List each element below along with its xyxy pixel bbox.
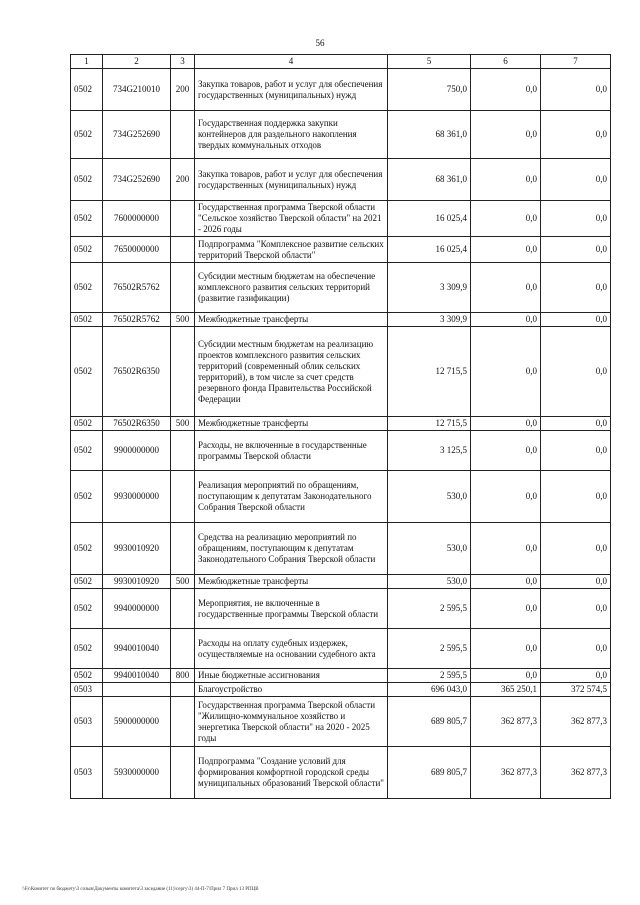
cell-target-code: 9930010920 (103, 575, 171, 589)
cell-amount-col5: 530,0 (388, 523, 471, 575)
cell-target-code: 734G210010 (103, 69, 171, 111)
cell-item-name: Закупка товаров, работ и услуг для обеспечения государственных (муниципальных) нужд (195, 159, 388, 201)
cell-amount-col7: 0,0 (541, 575, 611, 589)
cell-target-code: 9940010040 (103, 669, 171, 683)
cell-expense-type: 500 (171, 313, 195, 327)
cell-section: 0503 (71, 697, 103, 747)
cell-target-code: 9940000000 (103, 589, 171, 629)
cell-amount-col6: 362 877,3 (471, 747, 541, 799)
cell-amount-col7: 0,0 (541, 629, 611, 669)
header-col-1: 1 (71, 55, 103, 69)
cell-target-code: 734G252690 (103, 111, 171, 159)
cell-item-name: Реализация мероприятий по обращениям, поступающим к депутатам Законодательного Собрания Тверской области (195, 471, 388, 523)
cell-amount-col5: 689 805,7 (388, 747, 471, 799)
table-row (71, 669, 611, 683)
cell-item-name: Межбюджетные трансферты (195, 313, 388, 327)
cell-item-name: Государственная программа Тверской области "Жилищно-коммунальное хозяйство и энергетика Тверской области" на 2020 - 2025 годы (195, 697, 388, 747)
cell-section: 0502 (71, 201, 103, 237)
cell-section: 0502 (71, 471, 103, 523)
cell-amount-col5: 68 361,0 (388, 159, 471, 201)
cell-section: 0503 (71, 747, 103, 799)
cell-amount-col5: 16 025,4 (388, 201, 471, 237)
cell-expense-type: 500 (171, 417, 195, 431)
cell-item-name: Государственная программа Тверской области "Сельское хозяйство Тверской области" на 2021 - 2026 годы (195, 201, 388, 237)
cell-section: 0502 (71, 629, 103, 669)
table-row (71, 471, 611, 523)
cell-expense-type (171, 747, 195, 799)
cell-amount-col5: 2 595,5 (388, 589, 471, 629)
cell-section: 0502 (71, 263, 103, 313)
table-row (71, 575, 611, 589)
cell-item-name: Расходы, не включенные в государственные программы Тверской области (195, 431, 388, 471)
cell-target-code: 9930010920 (103, 523, 171, 575)
cell-expense-type (171, 201, 195, 237)
cell-amount-col6: 0,0 (471, 313, 541, 327)
table-row (71, 263, 611, 313)
cell-amount-col5: 68 361,0 (388, 111, 471, 159)
table-row (71, 313, 611, 327)
cell-amount-col6: 0,0 (471, 575, 541, 589)
cell-amount-col6: 0,0 (471, 669, 541, 683)
table-row (71, 523, 611, 575)
cell-amount-col6: 0,0 (471, 237, 541, 263)
table-row (71, 237, 611, 263)
cell-amount-col5: 2 595,5 (388, 669, 471, 683)
cell-expense-type: 500 (171, 575, 195, 589)
cell-item-name: Иные бюджетные ассигнования (195, 669, 388, 683)
cell-target-code: 5900000000 (103, 697, 171, 747)
table-row (71, 431, 611, 471)
page-number: 56 (315, 38, 325, 48)
cell-item-name: Субсидии местным бюджетам на реализацию проектов комплексного развития сельских территорий (современный облик сельских территорий), в том числе за счет средств резервного фонда Правительства Российской Федерации (195, 327, 388, 417)
cell-amount-col7: 0,0 (541, 111, 611, 159)
cell-amount-col7: 0,0 (541, 237, 611, 263)
cell-section: 0502 (71, 575, 103, 589)
cell-section: 0502 (71, 111, 103, 159)
cell-item-name: Межбюджетные трансферты (195, 417, 388, 431)
table-row (71, 589, 611, 629)
cell-amount-col7: 0,0 (541, 589, 611, 629)
cell-target-code: 7600000000 (103, 201, 171, 237)
cell-amount-col5: 12 715,5 (388, 417, 471, 431)
cell-item-name: Мероприятия, не включенные в государственные программы Тверской области (195, 589, 388, 629)
table-row (71, 69, 611, 111)
cell-amount-col7: 0,0 (541, 313, 611, 327)
cell-section: 0502 (71, 417, 103, 431)
cell-section: 0502 (71, 669, 103, 683)
header-col-3: 3 (171, 55, 195, 69)
cell-amount-col6: 0,0 (471, 431, 541, 471)
cell-amount-col5: 2 595,5 (388, 629, 471, 669)
cell-amount-col5: 689 805,7 (388, 697, 471, 747)
budget-table (70, 54, 611, 799)
cell-item-name: Средства на реализацию мероприятий по обращениям, поступающим к депутатам Законодательного Собрания Тверской области (195, 523, 388, 575)
cell-amount-col6: 0,0 (471, 201, 541, 237)
cell-amount-col5: 530,0 (388, 575, 471, 589)
cell-target-code: 76502R5762 (103, 313, 171, 327)
cell-target-code: 734G252690 (103, 159, 171, 201)
cell-amount-col6: 0,0 (471, 263, 541, 313)
cell-expense-type (171, 697, 195, 747)
cell-expense-type (171, 327, 195, 417)
cell-amount-col6: 0,0 (471, 111, 541, 159)
footer-file-path: \\Fs\Комитет по бюджету\3 созыв\Документы комитета\3 заседание (11)\сергу\3) 44-П-7\Прил 7 Прил 13 РПЦВ (22, 887, 259, 892)
cell-amount-col6: 362 877,3 (471, 697, 541, 747)
cell-target-code (103, 683, 171, 697)
cell-amount-col6: 0,0 (471, 471, 541, 523)
cell-section: 0502 (71, 159, 103, 201)
cell-item-name: Подпрограмма "Комплексное развитие сельских территорий Тверской области" (195, 237, 388, 263)
cell-item-name: Межбюджетные трансферты (195, 575, 388, 589)
cell-amount-col6: 0,0 (471, 523, 541, 575)
header-col-4: 4 (195, 55, 388, 69)
cell-amount-col5: 3 309,9 (388, 263, 471, 313)
cell-amount-col7: 0,0 (541, 523, 611, 575)
header-col-7: 7 (541, 55, 611, 69)
cell-target-code: 9900000000 (103, 431, 171, 471)
cell-section: 0502 (71, 589, 103, 629)
cell-section: 0502 (71, 431, 103, 471)
cell-amount-col6: 0,0 (471, 589, 541, 629)
cell-amount-col5: 696 043,0 (388, 683, 471, 697)
cell-amount-col6: 365 250,1 (471, 683, 541, 697)
cell-expense-type (171, 471, 195, 523)
cell-section: 0502 (71, 523, 103, 575)
cell-expense-type (171, 629, 195, 669)
cell-amount-col5: 750,0 (388, 69, 471, 111)
cell-expense-type (171, 111, 195, 159)
cell-item-name: Благоустройство (195, 683, 388, 697)
table-row (71, 327, 611, 417)
cell-expense-type (171, 431, 195, 471)
header-col-5: 5 (388, 55, 471, 69)
cell-amount-col6: 0,0 (471, 69, 541, 111)
cell-target-code: 9940010040 (103, 629, 171, 669)
cell-target-code: 76502R6350 (103, 327, 171, 417)
cell-expense-type (171, 589, 195, 629)
cell-section: 0502 (71, 313, 103, 327)
cell-amount-col7: 0,0 (541, 471, 611, 523)
cell-item-name: Государственная поддержка закупки контейнеров для раздельного накопления твердых коммунальных отходов (195, 111, 388, 159)
cell-target-code: 7650000000 (103, 237, 171, 263)
cell-amount-col7: 0,0 (541, 327, 611, 417)
cell-expense-type: 200 (171, 159, 195, 201)
cell-amount-col6: 0,0 (471, 417, 541, 431)
cell-amount-col5: 16 025,4 (388, 237, 471, 263)
cell-amount-col7: 0,0 (541, 201, 611, 237)
cell-expense-type (171, 237, 195, 263)
cell-amount-col7: 0,0 (541, 417, 611, 431)
cell-expense-type (171, 263, 195, 313)
cell-amount-col6: 0,0 (471, 629, 541, 669)
cell-amount-col7: 0,0 (541, 669, 611, 683)
cell-target-code: 76502R6350 (103, 417, 171, 431)
table-body (71, 69, 611, 799)
cell-amount-col7: 0,0 (541, 263, 611, 313)
header-col-6: 6 (471, 55, 541, 69)
cell-expense-type (171, 523, 195, 575)
cell-item-name: Закупка товаров, работ и услуг для обеспечения государственных (муниципальных) нужд (195, 69, 388, 111)
cell-amount-col7: 0,0 (541, 69, 611, 111)
cell-section: 0502 (71, 237, 103, 263)
cell-amount-col6: 0,0 (471, 327, 541, 417)
header-col-2: 2 (103, 55, 171, 69)
cell-section: 0502 (71, 327, 103, 417)
cell-amount-col7: 0,0 (541, 431, 611, 471)
cell-amount-col7: 372 574,5 (541, 683, 611, 697)
cell-amount-col5: 3 125,5 (388, 431, 471, 471)
table-row (71, 201, 611, 237)
cell-amount-col6: 0,0 (471, 159, 541, 201)
cell-target-code: 5930000000 (103, 747, 171, 799)
cell-expense-type: 800 (171, 669, 195, 683)
table-row (71, 683, 611, 697)
cell-amount-col5: 12 715,5 (388, 327, 471, 417)
table-row (71, 747, 611, 799)
cell-target-code: 9930000000 (103, 471, 171, 523)
cell-amount-col5: 530,0 (388, 471, 471, 523)
cell-item-name: Субсидии местным бюджетам на обеспечение комплексного развития сельских территорий (развитие газификации) (195, 263, 388, 313)
table-row (71, 697, 611, 747)
cell-target-code: 76502R5762 (103, 263, 171, 313)
cell-section: 0502 (71, 69, 103, 111)
cell-amount-col7: 0,0 (541, 159, 611, 201)
cell-amount-col5: 3 309,9 (388, 313, 471, 327)
cell-expense-type: 200 (171, 69, 195, 111)
cell-section: 0503 (71, 683, 103, 697)
table-row (71, 629, 611, 669)
cell-expense-type (171, 683, 195, 697)
cell-item-name: Расходы на оплату судебных издержек, осуществляемые на основании судебного акта (195, 629, 388, 669)
table-row (71, 111, 611, 159)
cell-item-name: Подпрограмма "Создание условий для формирования комфортной городской среды муниципальных образований Тверской области" (195, 747, 388, 799)
table-header-row (71, 55, 611, 69)
cell-amount-col7: 362 877,3 (541, 697, 611, 747)
table-row (71, 417, 611, 431)
cell-amount-col7: 362 877,3 (541, 747, 611, 799)
table-row (71, 159, 611, 201)
